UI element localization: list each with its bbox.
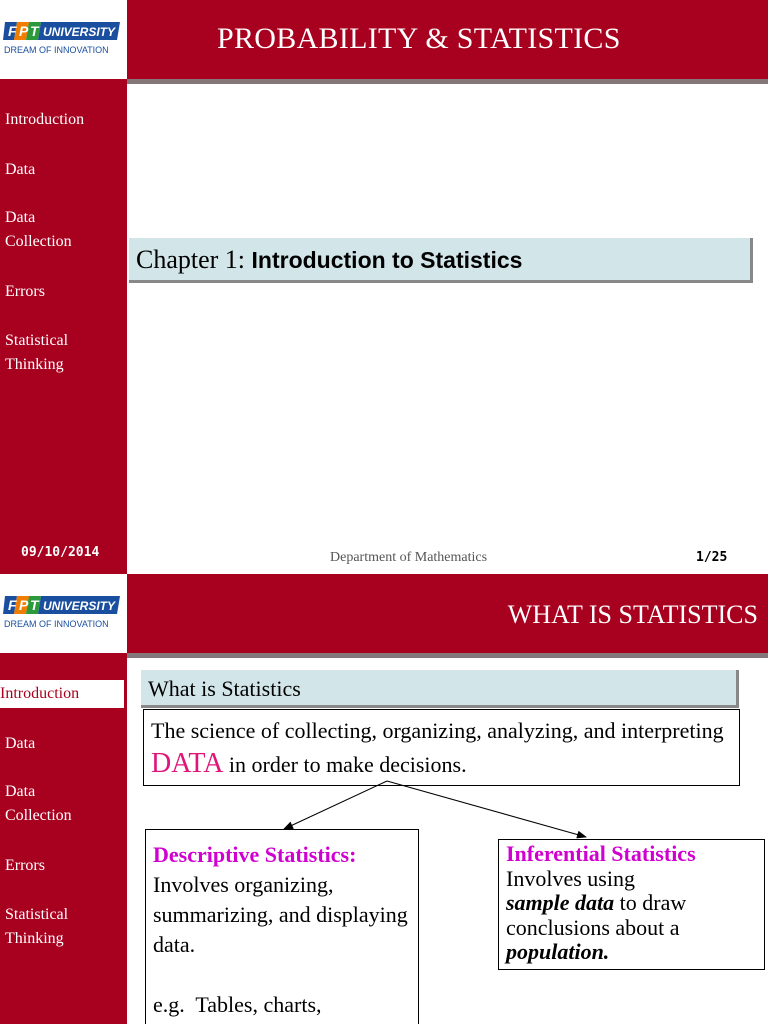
descriptive-statistics-box: [145, 829, 419, 1024]
chapter-prefix: Chapter 1:: [136, 245, 252, 274]
slide-header: [127, 574, 768, 653]
logo-area: [0, 574, 127, 653]
definition-text-end: in order to make decisions.: [223, 752, 467, 777]
logo-area: [0, 0, 127, 79]
nav-label-line1: Statistical: [5, 332, 69, 349]
sidebar-nav: [0, 79, 127, 574]
slide-title: PROBABILITY & STATISTICS: [217, 22, 621, 55]
nav-label-line1: Statistical: [5, 906, 69, 923]
svg-text:DREAM OF INNOVATION: DREAM OF INNOVATION: [4, 45, 109, 55]
nav-label-line2: Collection: [5, 807, 72, 824]
chapter-title-box: [129, 238, 753, 283]
definition-box: [143, 709, 740, 786]
slide-date: 09/10/2014: [21, 545, 100, 560]
nav-item-statistical-thinking[interactable]: [5, 329, 68, 377]
inferential-heading: Inferential Statistics: [506, 841, 696, 866]
nav-item-data[interactable]: Data: [5, 161, 36, 178]
nav-item-introduction[interactable]: Introduction: [0, 685, 80, 702]
nav-label-line1: Data: [5, 783, 36, 800]
definition-highlight: DATA: [151, 748, 224, 779]
nav-label-line1: Data: [5, 209, 36, 226]
section-heading-box: What is Statistics: [141, 670, 739, 708]
population-emphasis: population.: [506, 939, 610, 964]
inferential-line1: Involves using: [506, 865, 635, 891]
svg-text:P: P: [19, 23, 29, 39]
svg-text:UNIVERSITY: UNIVERSITY: [43, 25, 116, 39]
descriptive-heading: Descriptive Statistics:: [153, 842, 357, 867]
nav-item-data-collection[interactable]: [5, 780, 72, 828]
nav-item-errors[interactable]: Errors: [5, 283, 45, 300]
nav-label-line2: Thinking: [5, 356, 64, 373]
header-shadow: [127, 79, 768, 84]
header-shadow: [127, 653, 768, 658]
svg-text:F: F: [8, 597, 17, 613]
nav-label-line2: Collection: [5, 233, 72, 250]
nav-item-data[interactable]: Data: [5, 735, 36, 752]
svg-text:P: P: [19, 597, 29, 613]
nav-item-data-collection[interactable]: [5, 206, 72, 254]
slide-2: [0, 574, 768, 1024]
svg-text:T: T: [30, 23, 39, 39]
nav-label-line2: Thinking: [5, 930, 64, 947]
inferential-body-rest: to draw conclusions about a: [506, 890, 687, 940]
nav-item-statistical-thinking[interactable]: [5, 903, 68, 951]
sample-data-emphasis: sample data: [506, 890, 615, 915]
arrow-to-descriptive: [284, 781, 387, 829]
svg-text:F: F: [8, 23, 17, 39]
fpt-university-logo: [3, 20, 121, 57]
svg-text:DREAM OF INNOVATION: DREAM OF INNOVATION: [4, 619, 109, 629]
fpt-university-logo: [3, 594, 121, 631]
slide-header: [127, 0, 768, 79]
inferential-body: [506, 891, 757, 965]
descriptive-body: Involves organizing, summarizing, and displaying data.: [153, 872, 408, 957]
svg-text:T: T: [30, 597, 39, 613]
sidebar-nav: [0, 653, 127, 1024]
page-number: 1/25: [696, 550, 728, 565]
department-footer: Department of Mathematics: [330, 550, 488, 565]
descriptive-example: e.g. Tables, charts,: [153, 992, 322, 1017]
chapter-title: Introduction to Statistics: [251, 247, 523, 273]
svg-text:UNIVERSITY: UNIVERSITY: [43, 599, 116, 613]
definition-text-start: The science of collecting, organizing, analyzing, and interpreting: [151, 718, 724, 743]
nav-item-introduction[interactable]: Introduction: [5, 111, 85, 128]
nav-item-errors[interactable]: Errors: [5, 857, 45, 874]
inferential-statistics-box: [498, 839, 765, 970]
slide-title: WHAT IS STATISTICS: [507, 600, 758, 629]
